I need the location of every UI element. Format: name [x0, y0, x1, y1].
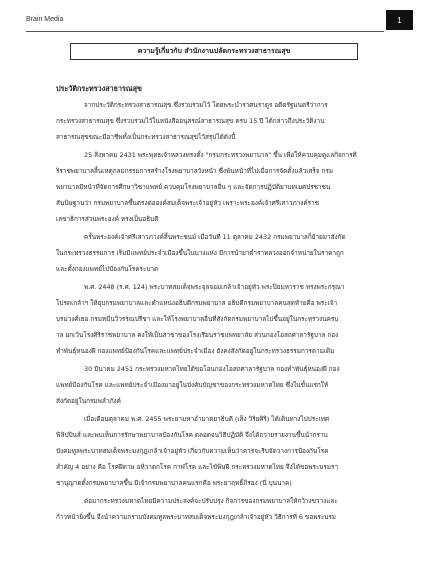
paragraph-line: ทำพันธุ์หนองฝี กองแพทย์ป้องกันโรคและแพทย์ประจำเมือง ยังคงสังกัดอยู่ในกระทรวงธรรมการตามเดิม: [56, 347, 335, 355]
paragraph-line: เลขาธิการส่วนพระองค์ ทรงเป็นอธิบดี: [56, 215, 159, 223]
paragraph-line: สังกัดอยู่ในกรมพลำภังค์: [56, 397, 121, 405]
page-header: [0, 0, 427, 40]
paragraph-line: และตั้งกองแพทย์ไปป้องกันโรคระบาด: [56, 265, 159, 273]
paragraph-line: บังคมทูลพระบาทสมเด็จพระมงกุฎเกล้าเจ้าอยู่หัว เกี่ยวกับความเห็นว่าควรจะรีบจัดวางการป้องกันโรค: [56, 447, 329, 455]
section-heading: ประวัติกระทรวงสาธารณสุข: [56, 84, 142, 93]
header-divider: [26, 31, 384, 32]
paragraph-line: ต่อมากระทรวงมหาดไทยมีความประสงค์จะปรับปรุง กิจการของกรมพยาบาลให้กว้างขวางและ: [84, 497, 338, 505]
paragraph-line: แพทย์ป้องกันโรค และแพทย์ประจำเมืองมาอยู่ในบังคับบัญชาของกระทรวงมหาดไทย ซึ่งในขั้นแรกให้: [56, 381, 329, 389]
paragraph-line: ฟิลิปปินส์ และพบเห็นการรักษาพยาบาลป้องกันโรค ตลอดจนวิธีปฏิบัติ จึงได้ถวายรายงานขึ้นนำกราบ: [56, 431, 328, 439]
page-number-badge: 1: [386, 10, 413, 30]
paragraph-line: ก้าวหน้ายิ่งขึ้น จึงนำความกราบบังคมทูลพระบาทสมเด็จพระมงกุฎเกล้าเจ้าอยู่หัว วิธีการที่ 6 ขอพระบรม: [56, 513, 336, 521]
paragraph-line: กระทรวงสาธารณสุข ซึ่งรวบรวมไว้ในหนังสืออนุสรณ์สาธารณสุข ครบ 15 ปี ได้กล่าวถึงประวัติงาน: [56, 117, 325, 125]
paragraph-line: ครั้นพระองค์เจ้าศรีเสาวภางค์สิ้นพระชนม์ เมื่อวันที่ 11 ตุลาคม 2432 กรมพยาบาลก็ย้ายมาสังกัด: [84, 233, 346, 241]
document-title: ความรู้เกี่ยวกับ สำนักงานปลัดกระทรวงสาธารณสุข: [137, 47, 291, 55]
paragraph-line: ในกระทรวงธรรมการ เริ่มมีแพทย์ประจำเมืองขึ้นในบางแห่ง มีการนำยาตำราหลวงออกจำหน่ายในราคาถูก: [56, 249, 344, 257]
paragraph-line: จากประวัติกระทรวงสาธารณสุข ซึ่งรวบรวมไว้ โดยพระบำราศนราดูร อดีตรัฐมนตรีว่าการ: [84, 101, 328, 109]
paragraph-line: าล ยกเว้นโรงศิริราชพยาบาล คงให้เป็นสาขาของโรงเรียนราชแพทยาลัย ส่วนกองโอสถศาลารัฐบาล กอง: [56, 331, 339, 339]
paragraph-line: โปรดเกล้าฯ ให้ยุบกรมพยาบาลและตำแหน่งอธิบดีกรมพยาบาล อธิบดีกรมพยาบาลคนสุดท้ายคือ พระเจ้า: [56, 299, 338, 307]
paragraph-line: ริราชพยาบาลสิ้นเหตุกลมกรรมการสร้างโรงพยาบาลวังหน้า ซึ่งพ้นหน้าที่ไปเมื่อการจัดตั้งแล้วเสร็จ กรม: [56, 167, 334, 175]
paragraph-line: เมื่อเดือนตุลาคม พ.ศ. 2455 พระยามหาอำมาตยาธิบดี (เส็ง วิริยศิริ) ได้เดินทางไปประเทศ: [84, 415, 330, 423]
paragraph-line: 30 มีนาคม 2451 กระทรวงมหาดไทยได้ขอโอนกองโอสถศาลารัฐบาล กองทำพันธุ์หนองฝี กอง: [84, 365, 340, 373]
paragraph-line: 25 สิงหาคม 2431 พระพุทธเจ้าหลวงทรงตั้ง "กรมกระทรวงพยาบาล" ขึ้น เพื่อให้ควบคุมดูแลกิจการศิ: [84, 151, 357, 159]
paragraph-line: ชานุญาตตั้งกรมพยาบาลขึ้น มีเจ้ากรมพยาบาลคนแรกคือ พระยาฤทธิ์ภิรอง (นี่ บุนนาค): [56, 479, 292, 487]
paragraph-line: พยาบาลมีหน้าที่จัดการศึกษาวิชาแพทย์ ควบคุมโรงพยาบาลอื่น ๆ และจัดการปฏิบัติยาบทเมศปรชาชน: [56, 183, 331, 191]
paragraph-line: สาธารณสุขขณะมีอาชีพทั้งเป็นกระทรวงสาธารณสุขไว้สรุปได้ดังนี้: [56, 133, 236, 141]
paragraph-line: พ.ศ. 2448 (ร.ศ. 124) พระบาทสมเด็จพระจุลจอมเกล้าเจ้าอยู่หัว พระปิยมหาราช ทรงพระกรุณา: [84, 283, 345, 291]
brand-name: Brain Media: [26, 16, 64, 23]
paragraph-line: สันนิษฐานว่า กรมพยาบาลขึ้นตรงต่อองค์สมเด็จพระเจ้าอยู่หัว เพราะพระองค์เจ้าศรีเสาวภางค์ราช: [56, 199, 320, 207]
paragraph-line: สำคัญ 4 อย่าง คือ โรคฝีดาษ อหิวาตกโรค กาฬโรค และไข้พิษฝี กระทรวงมหาดไทย จึงได้ขอพระบรมรา: [56, 463, 339, 471]
paragraph-line: บรมวงศ์เธอ กรมหมื่นวิวรรณปรีชา และให้โรงพยาบาลอื่นที่สังกัดกรมพยาบาลไปขึ้นอยู่ในกระทรวงนครบ: [56, 315, 339, 323]
document-title-box: [70, 43, 358, 60]
